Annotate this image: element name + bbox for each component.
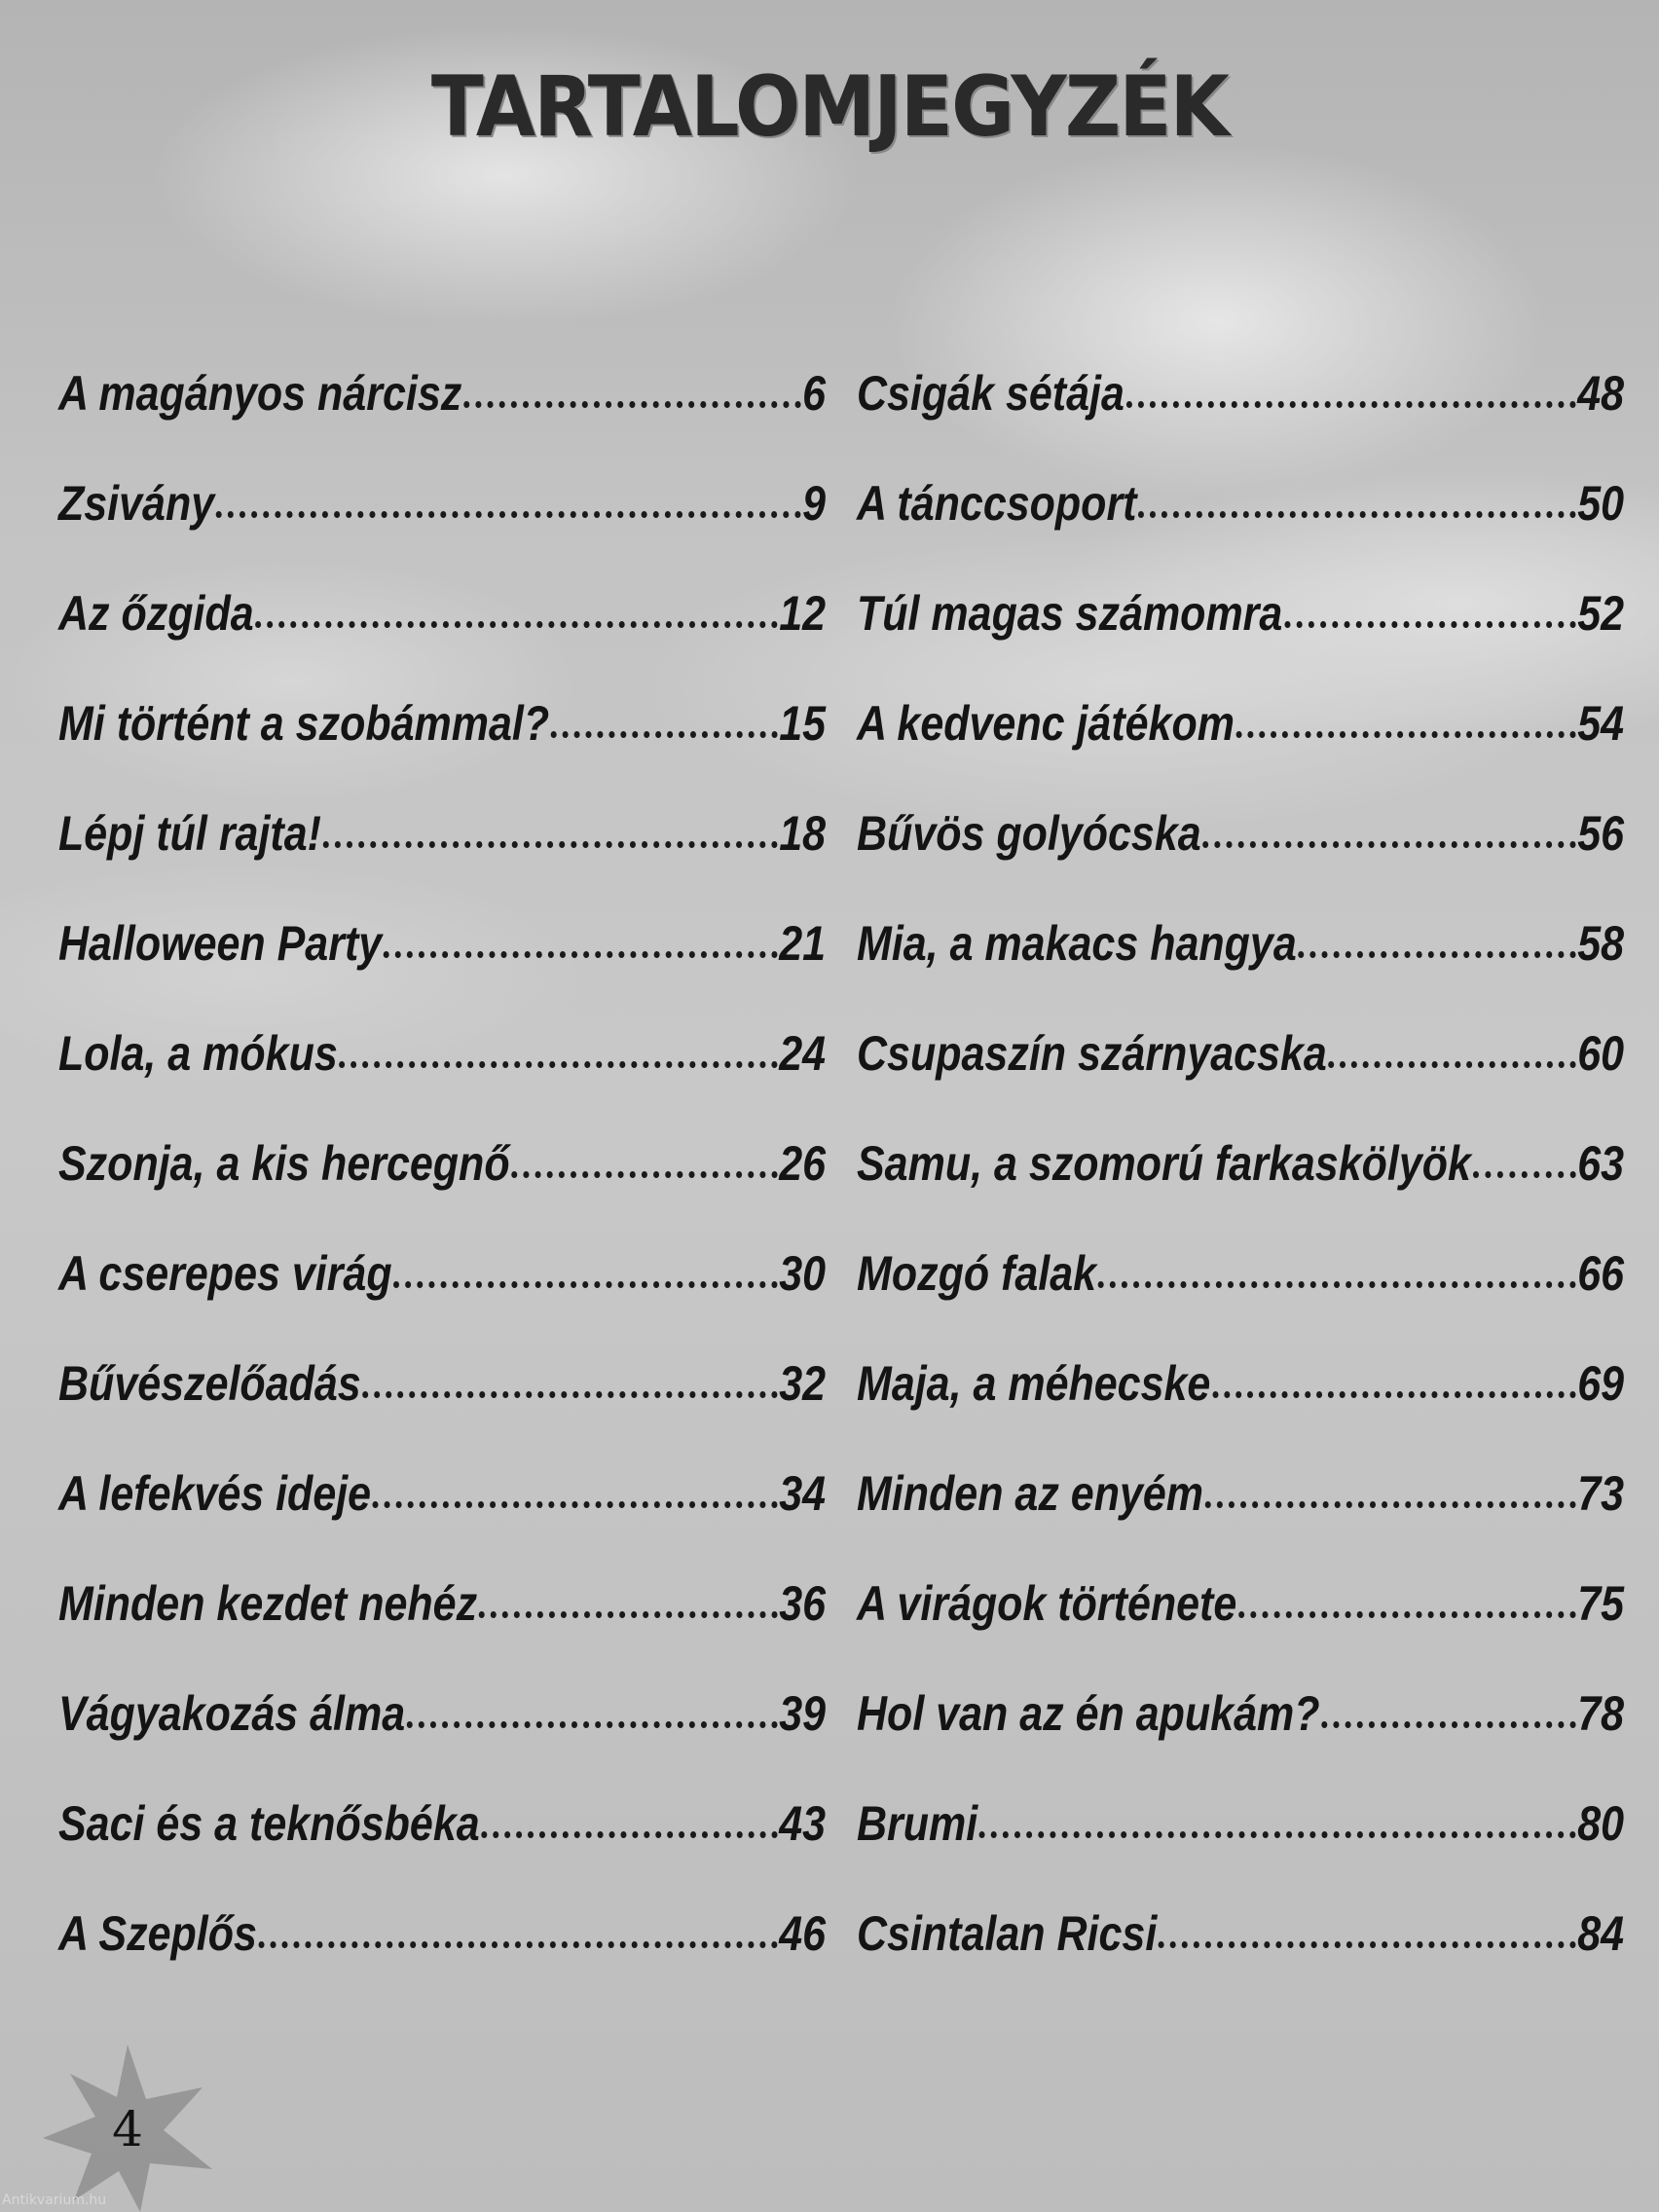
toc-entry-title: Csigák sétája (857, 366, 1124, 421)
dot-leader (1238, 1611, 1576, 1618)
dot-leader (339, 1061, 777, 1068)
toc-entry (857, 365, 1624, 475)
toc-entry-page: 69 (1577, 1356, 1625, 1411)
toc-entry-page: 9 (802, 476, 827, 531)
toc-entry-page: 73 (1577, 1466, 1625, 1521)
toc-entry-title: Bűvészelőadás (58, 1356, 361, 1411)
toc-entry-page: 24 (779, 1026, 827, 1081)
toc-entry-page: 75 (1577, 1576, 1625, 1631)
toc-entry (857, 1795, 1624, 1905)
dot-leader (362, 1391, 777, 1398)
toc-entry-title: A virágok története (857, 1576, 1237, 1631)
toc-entry (58, 1685, 826, 1795)
toc-left-column (58, 365, 828, 2015)
toc-entry (58, 475, 826, 585)
toc-entry-title: A lefekvés ideje (58, 1466, 372, 1521)
toc-entry (857, 1685, 1624, 1795)
dot-leader (1321, 1721, 1575, 1728)
toc-entry-page: 63 (1577, 1136, 1625, 1191)
toc-entry-page: 58 (1577, 916, 1625, 971)
toc-entry (857, 1465, 1624, 1575)
dot-leader (407, 1721, 778, 1728)
dot-leader (481, 1831, 777, 1838)
toc-entry-page: 26 (779, 1136, 827, 1191)
toc-entry-page: 6 (802, 366, 827, 421)
toc-entry (58, 1795, 826, 1905)
toc-entry (58, 805, 826, 915)
toc-entry (58, 695, 826, 805)
toc-entry-page: 18 (779, 806, 827, 861)
toc-entry-title: Saci és a teknősbéka (58, 1796, 480, 1851)
toc-entry-page: 50 (1577, 476, 1625, 531)
toc-entry-title: Minden az enyém (857, 1466, 1204, 1521)
toc-entry-page: 48 (1577, 366, 1625, 421)
dot-leader (1205, 1501, 1576, 1508)
dot-leader (1212, 1391, 1575, 1398)
toc-entry (857, 1245, 1624, 1355)
dot-leader (1098, 1281, 1576, 1288)
toc-entry-page: 84 (1577, 1906, 1625, 1961)
toc-entry-page: 12 (779, 586, 827, 641)
dot-leader (1236, 731, 1576, 738)
toc-entry (58, 1025, 826, 1135)
toc-entry (58, 1245, 826, 1355)
toc-entry-title: A tánccsoport (857, 476, 1137, 531)
toc-entry-title: Zsivány (58, 476, 215, 531)
toc-entry (58, 1135, 826, 1245)
dot-leader (255, 621, 777, 628)
toc-entry-title: Mi történt a szobámmal? (58, 696, 550, 751)
dot-leader (1138, 511, 1575, 518)
dot-leader (216, 511, 801, 518)
toc-entry (58, 915, 826, 1025)
toc-entry (58, 585, 826, 695)
toc-entry (58, 365, 826, 475)
toc-entry-title: Az őzgida (58, 586, 254, 641)
dot-leader (511, 1171, 777, 1178)
toc-entry-page: 60 (1577, 1026, 1625, 1081)
dot-leader (259, 1941, 778, 1948)
toc-entry-page: 32 (779, 1356, 827, 1411)
dot-leader (1284, 621, 1575, 628)
toc-entry-title: Csupaszín szárnyacska (857, 1026, 1327, 1081)
toc-entry (58, 1355, 826, 1465)
toc-entry (58, 1465, 826, 1575)
toc-entry (857, 585, 1624, 695)
toc-entry-title: A Szeplős (58, 1906, 257, 1961)
dot-leader (479, 1611, 778, 1618)
toc-entry-title: Maja, a méhecske (857, 1356, 1211, 1411)
toc-entry-title: Vágyakozás álma (58, 1686, 406, 1741)
dot-leader (1473, 1171, 1576, 1178)
toc-entry (58, 1575, 826, 1685)
toc-entry-title: Bűvös golyócska (857, 806, 1201, 861)
toc-entry-page: 46 (779, 1906, 827, 1961)
toc-entry-title: Mia, a makacs hangya (857, 916, 1297, 971)
toc-right-column (857, 365, 1626, 2015)
toc-entry (58, 1905, 826, 2015)
toc-entry-page: 80 (1577, 1796, 1625, 1851)
toc-entry-page: 66 (1577, 1246, 1625, 1301)
dot-leader (463, 401, 800, 408)
page-number: 4 (112, 2101, 143, 2157)
dot-leader (323, 841, 778, 848)
toc-entry-page: 52 (1577, 586, 1625, 641)
dot-leader (384, 951, 778, 958)
toc-entry-page: 36 (779, 1576, 827, 1631)
toc-entry-title: Túl magas számomra (857, 586, 1283, 641)
toc-entry-title: A magányos nárcisz (58, 366, 462, 421)
toc-entry-title: Minden kezdet nehéz (58, 1576, 478, 1631)
toc-entry-page: 15 (779, 696, 827, 751)
toc-entry-title: Lépj túl rajta! (58, 806, 321, 861)
toc-entry-title: Halloween Party (58, 916, 383, 971)
toc-entry-page: 30 (779, 1246, 827, 1301)
toc-entry-page: 78 (1577, 1686, 1625, 1741)
dot-leader (1159, 1941, 1576, 1948)
toc-entry (857, 1575, 1624, 1685)
toc-entry (857, 1355, 1624, 1465)
toc-entry-title: Brumi (857, 1796, 978, 1851)
toc-entry-page: 21 (779, 916, 827, 971)
toc-entry-page: 54 (1577, 696, 1625, 751)
toc-entry (857, 1025, 1624, 1135)
dot-leader (979, 1831, 1576, 1838)
toc-entry-page: 39 (779, 1686, 827, 1741)
page-number-badge (35, 2045, 220, 2212)
toc-entry (857, 475, 1624, 585)
dot-leader (1298, 951, 1575, 958)
toc-entry (857, 695, 1624, 805)
toc-entry-title: Hol van az én apukám? (857, 1686, 1320, 1741)
toc-entry-page: 56 (1577, 806, 1625, 861)
toc-entry-title: Csintalan Ricsi (857, 1906, 1158, 1961)
dot-leader (1329, 1061, 1576, 1068)
watermark: Antikvarium.hu (2, 2193, 107, 2208)
dot-leader (1126, 401, 1576, 408)
toc-entry-title: A cserepes virág (58, 1246, 392, 1301)
dot-leader (373, 1501, 778, 1508)
toc-entry (857, 1905, 1624, 2015)
toc-entry-title: Szonja, a kis hercegnő (58, 1136, 510, 1191)
page-title: TARTALOMJEGYZÉK (430, 58, 1229, 156)
dot-leader (393, 1281, 777, 1288)
toc-entry-title: Mozgó falak (857, 1246, 1097, 1301)
toc-entry-page: 34 (779, 1466, 827, 1521)
toc-entry-title: Lola, a mókus (58, 1026, 338, 1081)
toc-entry-page: 43 (779, 1796, 827, 1851)
toc-entry-title: Samu, a szomorú farkaskölyök (857, 1136, 1471, 1191)
toc-entry (857, 1135, 1624, 1245)
toc-entry-title: A kedvenc játékom (857, 696, 1235, 751)
dot-leader (1202, 841, 1575, 848)
dot-leader (551, 731, 778, 738)
toc-entry (857, 805, 1624, 915)
toc-entry (857, 915, 1624, 1025)
